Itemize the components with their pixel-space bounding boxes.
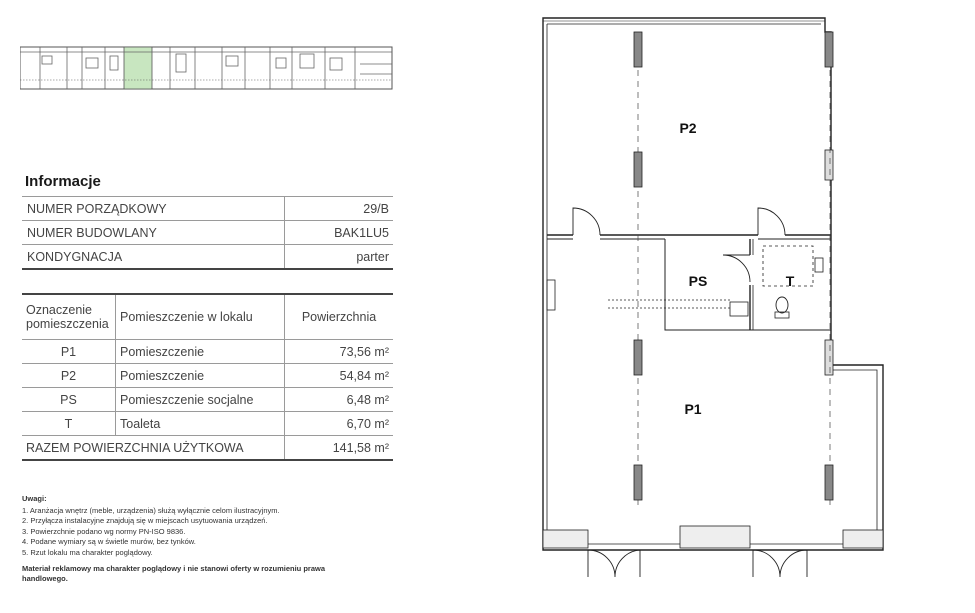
note-item: 1. Aranżacja wnętrz (meble, urządzenia) służą wyłącznie celom ilustracyjnym. — [22, 505, 280, 515]
table-row — [22, 412, 393, 436]
room-name: Pomieszczenie socjalne — [116, 388, 285, 412]
room-name: Pomieszczenie — [116, 364, 285, 388]
table-row — [22, 388, 393, 412]
room-area: 73,56 m² — [285, 340, 394, 364]
info-value: parter — [285, 245, 394, 270]
table-row — [22, 340, 393, 364]
room-area: 6,70 m² — [285, 412, 394, 436]
room-label-ps: PS — [688, 273, 708, 289]
info-row — [22, 221, 393, 245]
room-name: Pomieszczenie — [116, 340, 285, 364]
room-area: 6,48 m² — [285, 388, 394, 412]
table-row — [22, 364, 393, 388]
room-area: 54,84 m² — [285, 364, 394, 388]
room-label-p2: P2 — [679, 120, 697, 136]
room-label-p1: P1 — [684, 401, 702, 417]
info-label: NUMER BUDOWLANY — [22, 221, 285, 245]
room-label-t: T — [785, 273, 795, 289]
info-label: KONDYGNACJA — [22, 245, 285, 270]
total-area: 141,58 m² — [285, 436, 394, 461]
info-table — [22, 196, 393, 270]
room-name: Toaleta — [116, 412, 285, 436]
rooms-table — [22, 293, 393, 461]
notes-title: Uwagi: — [22, 494, 47, 503]
key-plan-thumbnail — [20, 44, 395, 94]
info-value: BAK1LU5 — [285, 221, 394, 245]
note-item: 5. Rzut lokalu ma charakter poglądowy. — [22, 547, 153, 557]
header-name: Pomieszczenie w lokalu — [116, 294, 285, 340]
key-plan-highlighted-unit — [124, 47, 152, 89]
notes — [22, 494, 402, 584]
total-label: RAZEM POWIERZCHNIA UŻYTKOWA — [22, 436, 285, 461]
sink-icon — [815, 258, 823, 272]
note-item: 4. Podane wymiary są w świetle murów, bez tynków. — [22, 537, 196, 546]
info-row — [22, 245, 393, 270]
note-item: 3. Powierzchnie podano wg normy PN-ISO 9836. — [22, 526, 186, 536]
room-code: PS — [22, 388, 116, 412]
disclaimer: Materiał reklamowy ma charakter poglądowy i nie stanowi oferty w rozumieniu prawa handlowego. — [22, 564, 326, 583]
info-row — [22, 197, 393, 221]
room-code: P2 — [22, 364, 116, 388]
toilet-icon — [776, 297, 788, 313]
room-code: P1 — [22, 340, 116, 364]
kitchen-sink-icon — [730, 302, 748, 316]
info-value: 29/B — [285, 197, 394, 221]
header-area: Powierzchnia — [285, 294, 394, 340]
rooms-table-header — [22, 294, 393, 340]
room-code: T — [22, 412, 116, 436]
info-title: Informacje — [25, 173, 101, 190]
header-code: Oznaczenie pomieszczenia — [22, 294, 116, 340]
total-row — [22, 436, 393, 461]
note-item: 2. Przyłącza instalacyjne znajdują się w miejscach usytuowania urządzeń. — [22, 516, 268, 525]
floor-plan — [525, 10, 890, 580]
info-label: NUMER PORZĄDKOWY — [22, 197, 285, 221]
